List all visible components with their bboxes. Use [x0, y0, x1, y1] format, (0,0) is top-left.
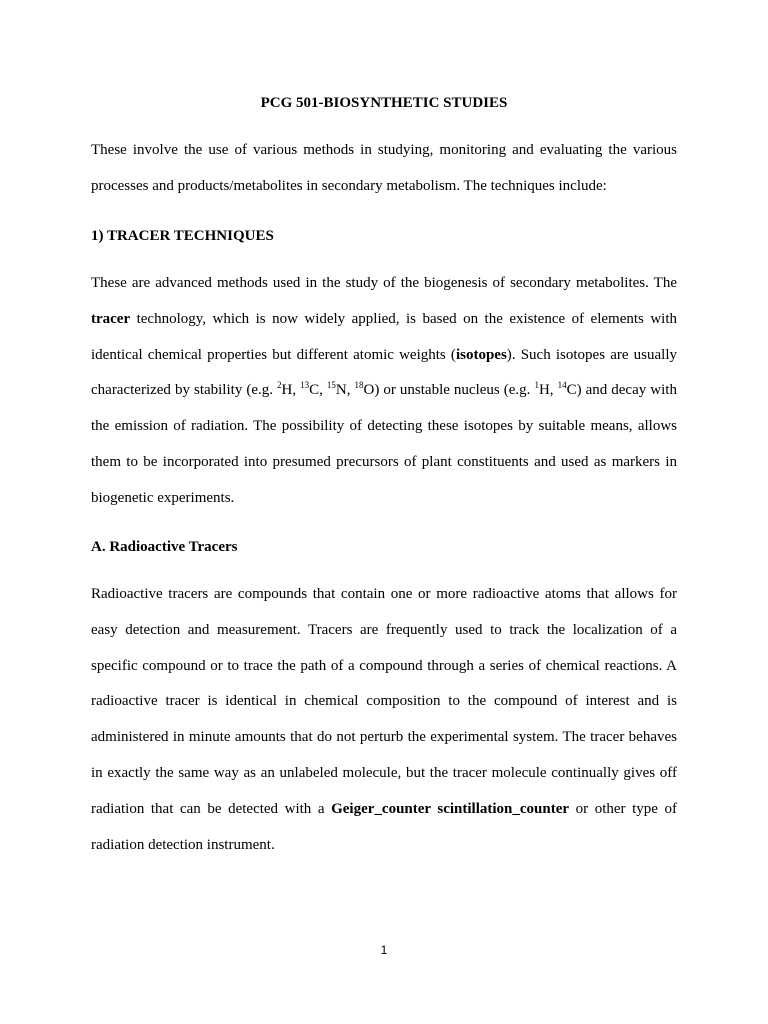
isotopes-term: isotopes	[455, 346, 507, 363]
intro-paragraph	[91, 133, 677, 205]
radioactive-line-3: specific compound or to trace the path of a compound through a series of chemical reactions. A	[91, 657, 677, 674]
section-heading-tracer-techniques: 1) TRACER TECHNIQUES	[91, 228, 274, 244]
tracer-line-4: characterized by stability (e.g. $^2$H, $^{13}$C, $^{15}$N, $^{18}$O) or unstable nucleus (e.g. $^1$H, $^{14}$C) and decay with	[91, 380, 677, 399]
page-title: PCG 501-BIOSYNTHETIC STUDIES	[260, 95, 508, 111]
isotope-superscript: 15	[326, 380, 336, 391]
isotope-superscript: 2	[277, 380, 282, 391]
isotope-superscript: 14	[557, 380, 567, 391]
tracer-line-1: These are advanced methods used in the study of the biogenesis of secondary metabolites. The	[91, 275, 677, 291]
radioactive-line-4: radioactive tracer is identical in chemical composition to the compound of interest and is	[91, 693, 677, 710]
page-number: 1	[380, 943, 388, 957]
tracer-line-6: them to be incorporated into presumed precursors of plant constituents and used as markers in	[91, 453, 677, 470]
radioactive-line-5: administered in minute amounts that do not perturb the experimental system. The tracer behaves	[91, 729, 677, 746]
section-heading-radioactive-tracers: A. Radioactive Tracers	[91, 539, 238, 555]
isotope-superscript: 13	[300, 380, 310, 391]
tracer-line-2: tracer technology, which is now widely applied, is based on the existence of elements with	[91, 310, 677, 327]
intro-line-1: These involve the use of various methods in studying, monitoring and evaluating the various	[91, 142, 677, 158]
detector-terms: Geiger_counter scintillation_counter	[331, 800, 570, 817]
isotope-superscript: 18	[354, 380, 364, 391]
tracer-term: tracer	[91, 310, 131, 327]
radioactive-line-2: easy detection and measurement. Tracers are frequently used to track the localization of a	[91, 621, 677, 638]
radioactive-line-7: radiation that can be detected with a Geiger_counter scintillation_counter or other type of	[91, 800, 677, 817]
tracer-line-5: the emission of radiation. The possibility of detecting these isotopes by suitable means, allows	[91, 418, 677, 435]
radioactive-line-6: in exactly the same way as an unlabeled molecule, but the tracer molecule continually gives off	[91, 764, 677, 781]
tracer-line-3: identical chemical properties but different atomic weights (isotopes). Such isotopes are usually	[91, 346, 677, 363]
intro-line-2: processes and products/metabolites in secondary metabolism. The techniques include:	[91, 177, 607, 194]
radioactive-tracers-paragraph	[91, 577, 677, 863]
isotope-superscript: 1	[534, 380, 539, 391]
tracer-line-7: biogenetic experiments.	[91, 489, 235, 506]
radioactive-line-1: Radioactive tracers are compounds that contain one or more radioactive atoms that allows for	[91, 586, 677, 602]
tracer-techniques-paragraph	[91, 266, 677, 517]
radioactive-line-8: radiation detection instrument.	[91, 836, 275, 853]
